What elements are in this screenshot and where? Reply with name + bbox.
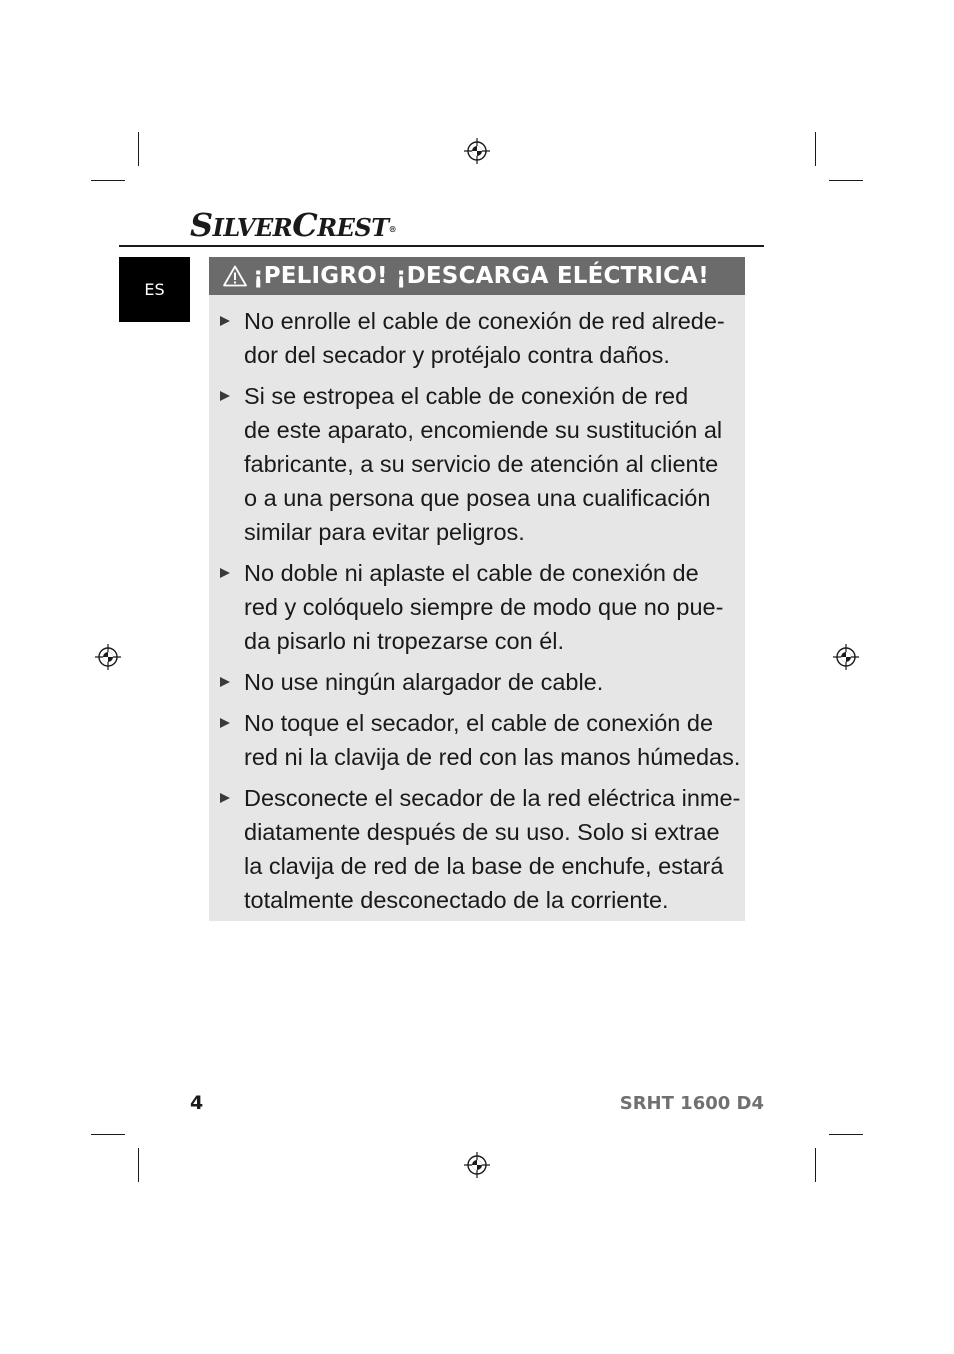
registration-mark-icon	[464, 1152, 490, 1178]
item-text-line: No doble ni aplaste el cable de conexión de	[244, 560, 699, 586]
crop-mark	[829, 1134, 863, 1135]
item-text-line: fabricante, a su servicio de atención al cliente	[244, 451, 719, 477]
arrow-bullet-icon	[220, 793, 230, 803]
arrow-bullet-icon	[220, 391, 230, 401]
registration-mark-icon	[95, 644, 121, 670]
crop-mark	[829, 180, 863, 181]
header-rule	[119, 245, 764, 247]
registration-mark-icon	[833, 644, 859, 670]
warning-item	[209, 556, 745, 658]
item-text-line: similar para evitar peligros.	[244, 519, 525, 545]
brand-logo: SILVERCREST®	[190, 206, 397, 244]
item-text-line: No enrolle el cable de conexión de red alrede-	[244, 308, 725, 334]
warning-header	[209, 257, 745, 295]
crop-mark	[138, 132, 139, 166]
crop-mark	[138, 1148, 139, 1182]
item-text-line: totalmente desconectado de la corriente.	[244, 887, 669, 913]
arrow-bullet-icon	[220, 718, 230, 728]
item-text-line: da pisarlo ni tropezarse con él.	[244, 628, 565, 654]
crop-mark	[815, 132, 816, 166]
warning-item	[209, 706, 745, 774]
item-text-line: la clavija de red de la base de enchufe, estará	[244, 853, 724, 879]
warning-box	[209, 257, 745, 921]
item-text-line: de este aparato, encomiende su sustitución al	[244, 417, 723, 443]
arrow-bullet-icon	[220, 568, 230, 578]
crop-mark	[815, 1148, 816, 1182]
warning-list	[209, 295, 745, 917]
warning-item	[209, 379, 745, 549]
item-text-line: red ni la clavija de red con las manos húmedas.	[244, 744, 741, 770]
item-text-line: Desconecte el secador de la red eléctrica inme-	[244, 785, 741, 811]
item-text-line: No use ningún alargador de cable.	[244, 669, 604, 695]
registration-mark-icon	[464, 138, 490, 164]
item-text-line: No toque el secador, el cable de conexión de	[244, 710, 714, 736]
language-tab	[119, 257, 190, 322]
arrow-bullet-icon	[220, 677, 230, 687]
language-code: ES	[144, 280, 165, 299]
crop-mark	[91, 180, 125, 181]
item-text-line: o a una persona que posea una cualificación	[244, 485, 711, 511]
item-text-line: diatamente después de su uso. Solo si extrae	[244, 819, 720, 845]
arrow-bullet-icon	[220, 316, 230, 326]
model-number: SRHT 1600 D4	[619, 1093, 764, 1114]
crop-mark	[91, 1134, 125, 1135]
item-text-line: Si se estropea el cable de conexión de red	[244, 383, 689, 409]
warning-item	[209, 665, 745, 699]
warning-title: ¡PELIGRO! ¡DESCARGA ELÉCTRICA!	[253, 263, 709, 289]
item-text-line: dor del secador y protéjalo contra daños.	[244, 342, 670, 368]
page-number: 4	[190, 1092, 204, 1114]
warning-triangle-icon	[223, 265, 247, 287]
item-text-line: red y colóquelo siempre de modo que no pue-	[244, 594, 724, 620]
warning-item	[209, 781, 745, 917]
warning-item	[209, 304, 745, 372]
